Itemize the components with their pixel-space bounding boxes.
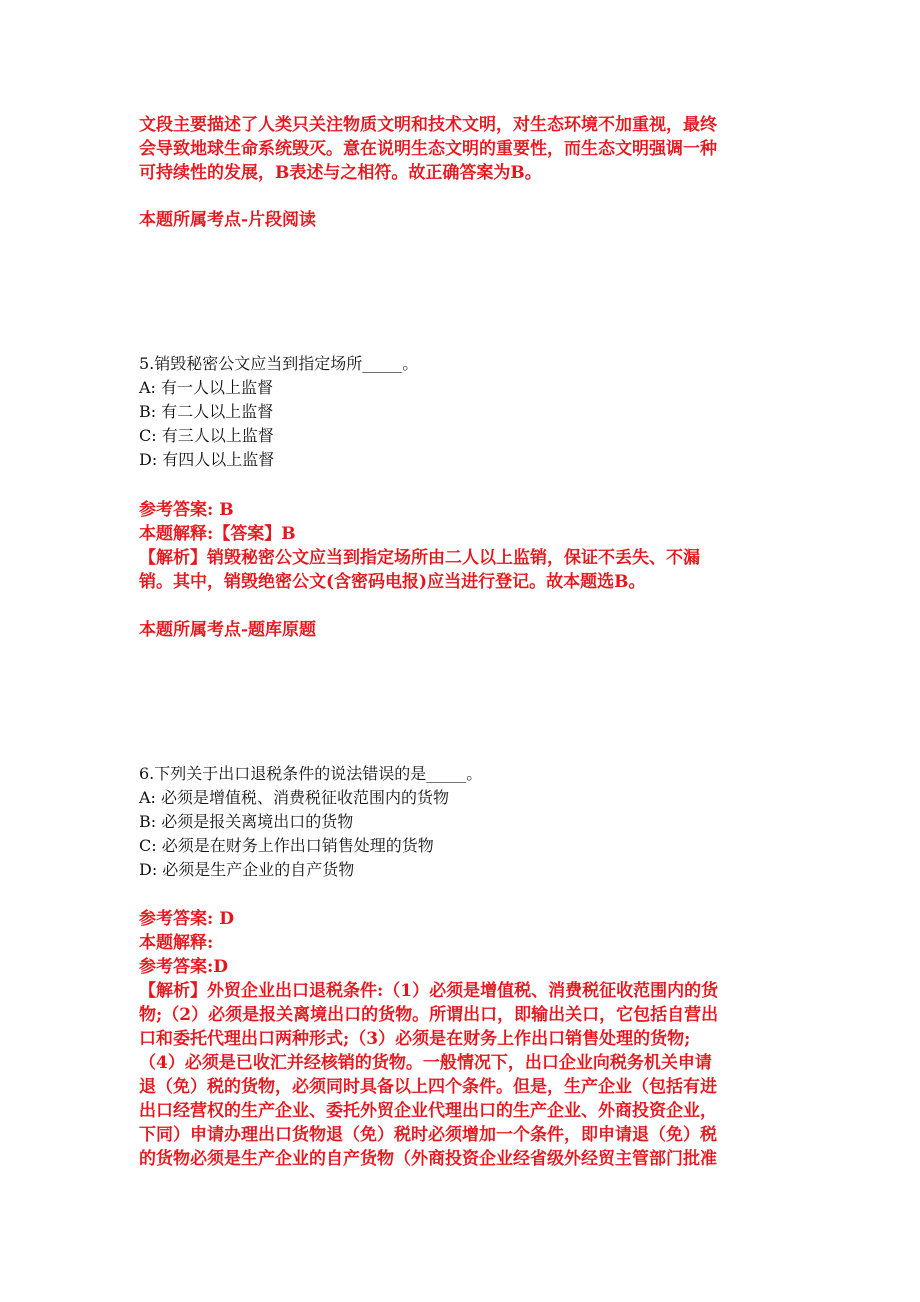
question-text: 5.销毁秘密公文应当到指定场所_____。 [139, 354, 419, 373]
top-explanation [139, 113, 789, 185]
explanation-line: 可持续性的发展，B表述与之相符。故正确答案为B。 [139, 163, 542, 183]
explain-line: 销。其中，销毁绝密公文(含密码电报)应当进行登记。故本题选B。 [139, 572, 646, 592]
explain-line: 【解析】外贸企业出口退税条件:（1）必须是增值税、消费税征收范围内的货 [139, 981, 719, 1001]
answer-5 [139, 498, 789, 594]
option-b: B: 有二人以上监督 [139, 402, 274, 421]
explanation-line: 文段主要描述了人类只关注物质文明和技术文明，对生态环境不加重视，最终 [139, 115, 717, 135]
topic-text: 本题所属考点-片段阅读 [139, 210, 317, 230]
explain-head: 本题解释:【答案】B [139, 524, 296, 544]
explain-line: （4）必须是已收汇并经核销的货物。一般情况下，出口企业向税务机关申请 [139, 1053, 712, 1073]
option-c: C: 有三人以上监督 [139, 426, 274, 445]
topic-label-5 [139, 618, 789, 642]
explain-line: 口和委托代理出口两种形式;（3）必须是在财务上作出口销售处理的货物; [139, 1029, 691, 1049]
explain-line: 出口经营权的生产企业、委托外贸企业代理出口的生产企业、外商投资企业， [139, 1101, 717, 1121]
option-d: D: 有四人以上监督 [139, 450, 275, 469]
explain-line: 的货物必须是生产企业的自产货物（外商投资企业经省级外经贸主管部门批准 [139, 1149, 717, 1169]
option-c: C: 必须是在财务上作出口销售处理的货物 [139, 836, 434, 855]
option-b: B: 必须是报关离境出口的货物 [139, 812, 354, 831]
topic-label [139, 208, 789, 232]
answer-text-2: 参考答案:D [139, 957, 229, 977]
explain-line: 下同）申请办理出口货物退（免）税时必须增加一个条件，即申请退（免）税 [139, 1125, 717, 1145]
option-a: A: 有一人以上监督 [139, 378, 274, 397]
explanation-line: 会导致地球生命系统毁灭。意在说明生态文明的重要性，而生态文明强调一种 [139, 139, 717, 159]
question-text: 6.下列关于出口退税条件的说法错误的是_____。 [139, 764, 483, 783]
explain-line: 退（免）税的货物，必须同时具备以上四个条件。但是，生产企业（包括有进 [139, 1077, 717, 1097]
answer-text: 参考答案: D [139, 909, 234, 929]
topic-text: 本题所属考点-题库原题 [139, 620, 317, 640]
answer-text: 参考答案: B [139, 500, 234, 520]
answer-6 [139, 907, 789, 1171]
explain-line: 物;（2）必须是报关离境出口的货物。所谓出口，即输出关口，它包括自营出 [139, 1005, 719, 1025]
option-a: A: 必须是增值税、消费税征收范围内的货物 [139, 788, 450, 807]
question-6 [139, 762, 789, 882]
question-5 [139, 352, 789, 472]
option-d: D: 必须是生产企业的自产货物 [139, 860, 355, 879]
explain-line: 【解析】销毁秘密公文应当到指定场所由二人以上监销，保证不丢失、不漏 [139, 548, 700, 568]
explain-head: 本题解释: [139, 933, 214, 953]
